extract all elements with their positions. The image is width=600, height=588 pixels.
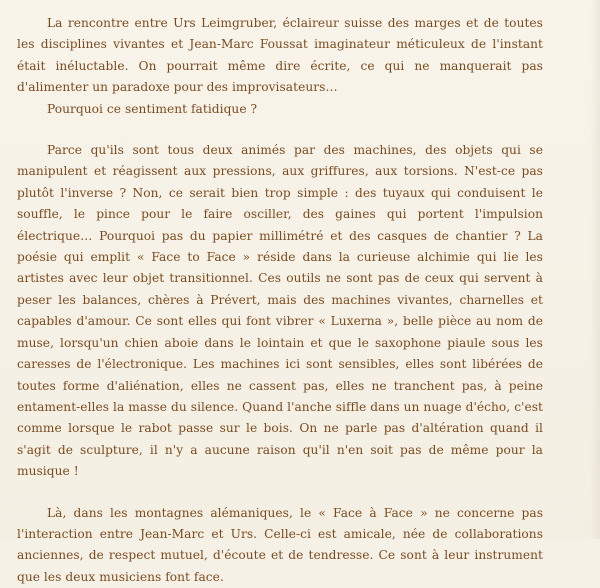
text-body [17,13,543,588]
paragraph-question: Pourquoi ce sentiment fatidique ? [47,101,258,116]
paragraph-gap [17,483,543,503]
paragraph-gap [17,120,543,140]
page-edge-shadow [590,0,600,539]
paragraph-intro: La rencontre entre Urs Leimgruber, éclaireur suisse des marges et de toutes les disciplines vivantes et Jean-Marc Foussat imaginateur méticuleux de l'instant était inéluctable. On pourrait même dire écrite, ce qui ne manquerait pas d'alimenter un paradoxe pour des improvisateurs… [17,16,543,95]
paragraph-machines: Parce qu'ils sont tous deux animés par des machines, des objets qui se manipulent et réagissent aux pressions, aux griffures, aux torsions. N'est-ce pas plutôt l'inverse ? Non, ce serait bien trop simple : des tuyaux qui conduisent le souffle, le pince pour le faire osciller, des gaines qui portent l'impulsion électrique… Pourquoi pas du papier millimétré et des casques de chantier ? La poésie qui emplit « Face to Face » réside dans la curieuse alchimie qui lie les artistes avec leur objet transitionnel. Ces outils ne sont pas de ceux qui servent à peser les balances, chères à Prévert, mais des machines vivantes, charnelles et capables d'amour. Ce sont elles qui font vibrer « Luxerna », belle pièce au nom de muse, lorsqu'un chien aboie dans le lointain et que le saxophone piaule sous les caresses de l'électronique. Les machines ici sont sensibles, elles sont libérées de toutes forme d'aliénation, elles ne cassent pas, elles ne tranchent pas, à peine entament-elles la masse du silence. Quand l'anche siffle dans un nuage d'écho, c'est comme lorsque le rabot passe sur le bois. On ne parle pas d'altération quand il s'agit de sculpture, il n'y a aucune raison qu'il n'en soit pas de même pour la musique ! [17,143,543,479]
paragraph-mountains: Là, dans les montagnes alémaniques, le « Face à Face » ne concerne pas l'interaction entre Jean-Marc et Urs. Celle-ci est amicale, née de collaborations anciennes, de respect mutuel, d'écoute et de tendresse. Ce sont à leur instrument que les deux musiciens font face. [17,505,543,584]
